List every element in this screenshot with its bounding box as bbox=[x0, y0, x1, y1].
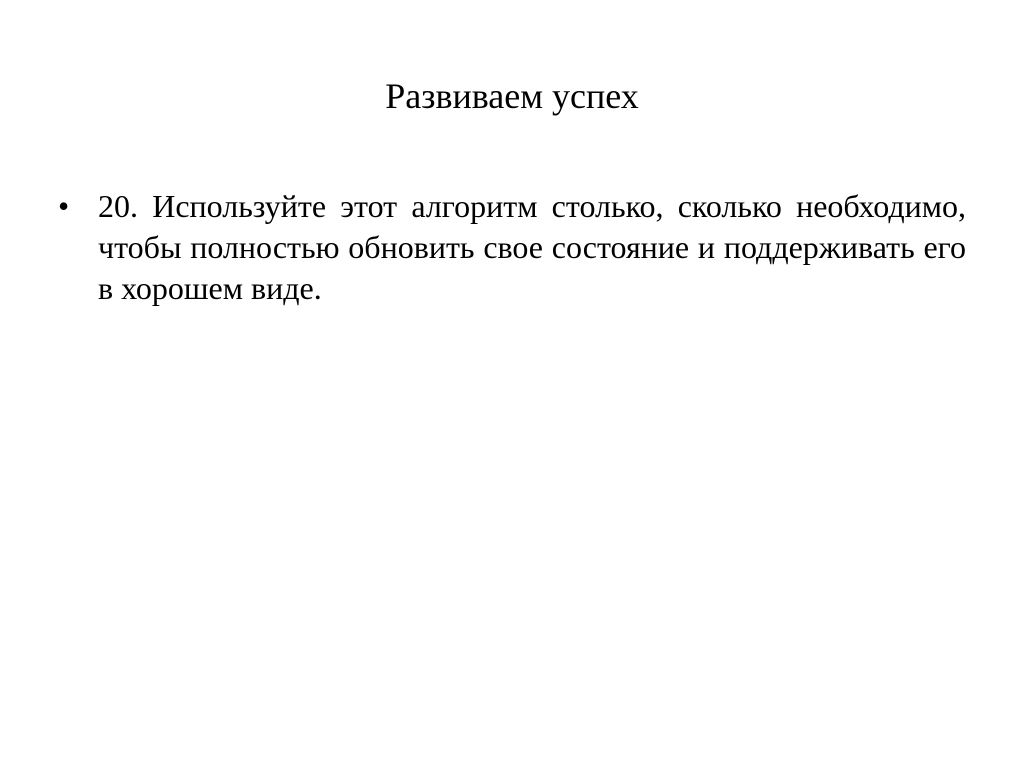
bullet-marker: • bbox=[58, 188, 70, 224]
bullet-item bbox=[58, 186, 966, 309]
slide-title: Развиваем успех bbox=[385, 76, 639, 116]
bullet-text: 20. Используйте этот алгоритм столько, сколько необходимо, чтобы полностью обновить свое состояние и поддерживать его в хорошем виде. bbox=[98, 188, 966, 306]
bullet-list bbox=[58, 186, 966, 309]
